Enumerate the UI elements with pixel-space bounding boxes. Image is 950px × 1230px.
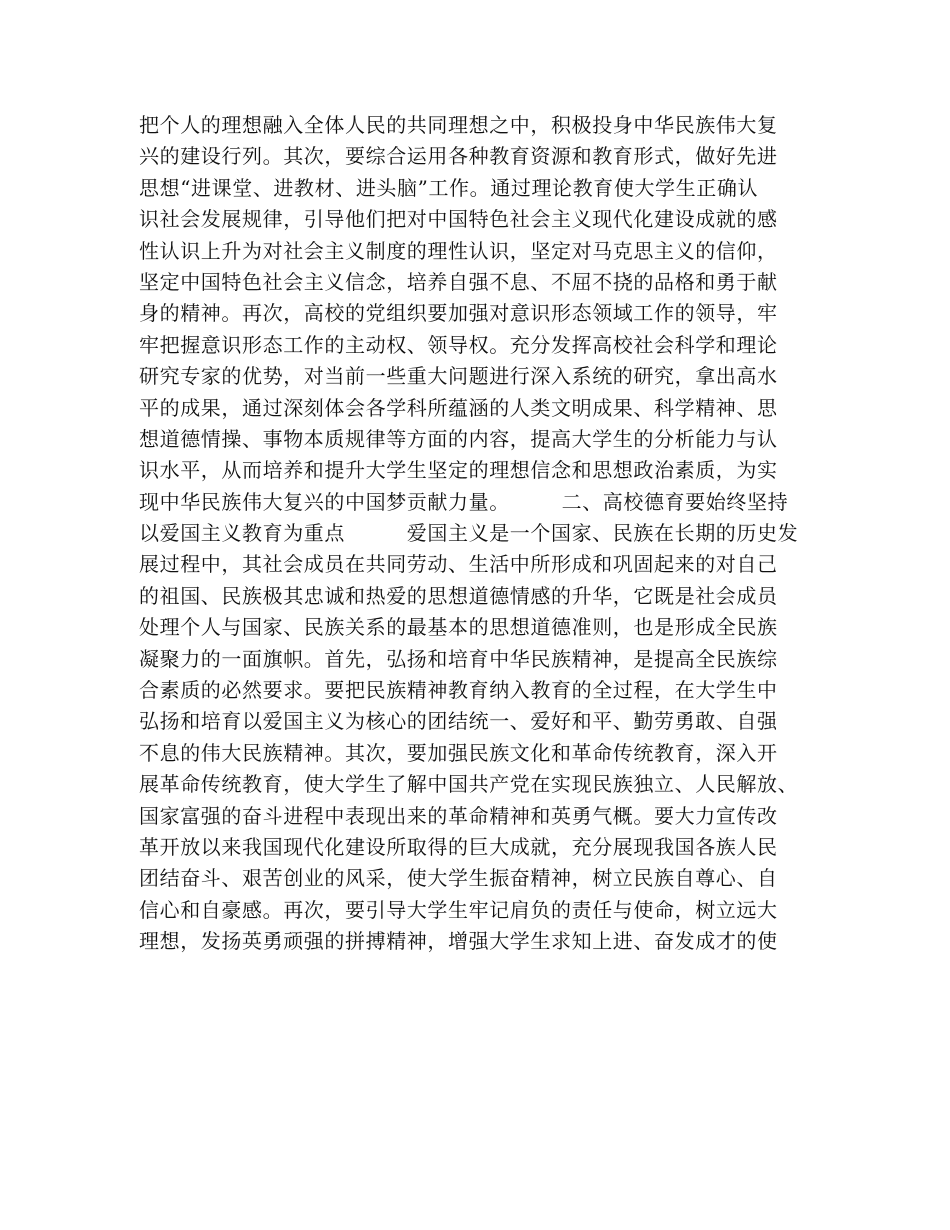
text-line: 坚定中国特色社会主义信念，培养自强不息、不屈不挠的品格和勇于献 <box>139 269 778 294</box>
text-line: 性认识上升为对社会主义制度的理性认识，坚定对马克思主义的信仰， <box>139 238 778 263</box>
text-line: 国家富强的奋斗进程中表现出来的革命精神和英勇气概。要大力宣传改 <box>139 803 778 828</box>
text-line: 以爱国主义教育为重点 爱国主义是一个国家、民族在长期的历史发 <box>139 521 799 546</box>
text-line: 的祖国、民族极其忠诚和热爱的思想道德情感的升华，它既是社会成员 <box>139 583 778 608</box>
text-line: 凝聚力的一面旗帜。首先，弘扬和培育中华民族精神，是提高全民族综 <box>139 646 778 671</box>
text-line: 处理个人与国家、民族关系的最基本的思想道德准则，也是形成全民族 <box>139 615 778 640</box>
text-line: 识水平，从而培养和提升大学生坚定的理想信念和思想政治素质，为实 <box>139 458 778 483</box>
text-line: 团结奋斗、艰苦创业的风采，使大学生振奋精神，树立民族自尊心、自 <box>139 866 778 891</box>
text-line: 理想，发扬英勇顽强的拼搏精神，增强大学生求知上进、奋发成才的使 <box>139 929 778 954</box>
text-line: 兴的建设行列。其次，要综合运用各种教育资源和教育形式，做好先进 <box>139 144 778 169</box>
text-line: 身的精神。再次，高校的党组织要加强对意识形态领域工作的领导，牢 <box>139 301 778 326</box>
text-line: 牢把握意识形态工作的主动权、领导权。充分发挥高校社会科学和理论 <box>139 332 778 357</box>
text-line: 合素质的必然要求。要把民族精神教育纳入教育的全过程，在大学生中 <box>139 678 778 703</box>
text-line: 革开放以来我国现代化建设所取得的巨大成就，充分展现我国各族人民 <box>139 834 778 859</box>
text-line: 把个人的理想融入全体人民的共同理想之中，积极投身中华民族伟大复 <box>139 113 778 137</box>
text-line: 展革命传统教育，使大学生了解中国共产党在实现民族独立、人民解放、 <box>139 772 799 797</box>
text-line: 识社会发展规律，引导他们把对中国特色社会主义现代化建设成就的感 <box>139 207 778 232</box>
text-line: 展过程中，其社会成员在共同劳动、生活中所形成和巩固起来的对自己 <box>139 552 778 577</box>
text-line: 研究专家的优势，对当前一些重大问题进行深入系统的研究，拿出高水 <box>139 364 778 389</box>
text-line: 不息的伟大民族精神。其次，要加强民族文化和革命传统教育，深入开 <box>139 740 778 765</box>
text-line: 思想“进课堂、进教材、进头脑”工作。通过理论教育使大学生正确认 <box>139 175 759 200</box>
text-line: 想道德情操、事物本质规律等方面的内容，提高大学生的分析能力与认 <box>139 426 778 451</box>
body-text <box>139 110 819 958</box>
text-line: 弘扬和培育以爱国主义为核心的团结统一、爱好和平、勤劳勇敢、自强 <box>139 709 778 734</box>
text-line: 信心和自豪感。再次，要引导大学生牢记肩负的责任与使命，树立远大 <box>139 897 778 922</box>
text-line: 现中华民族伟大复兴的中国梦贡献力量。 二、高校德育要始终坚持 <box>139 489 789 514</box>
text-line: 平的成果，通过深刻体会各学科所蕴涵的人类文明成果、科学精神、思 <box>139 395 778 420</box>
